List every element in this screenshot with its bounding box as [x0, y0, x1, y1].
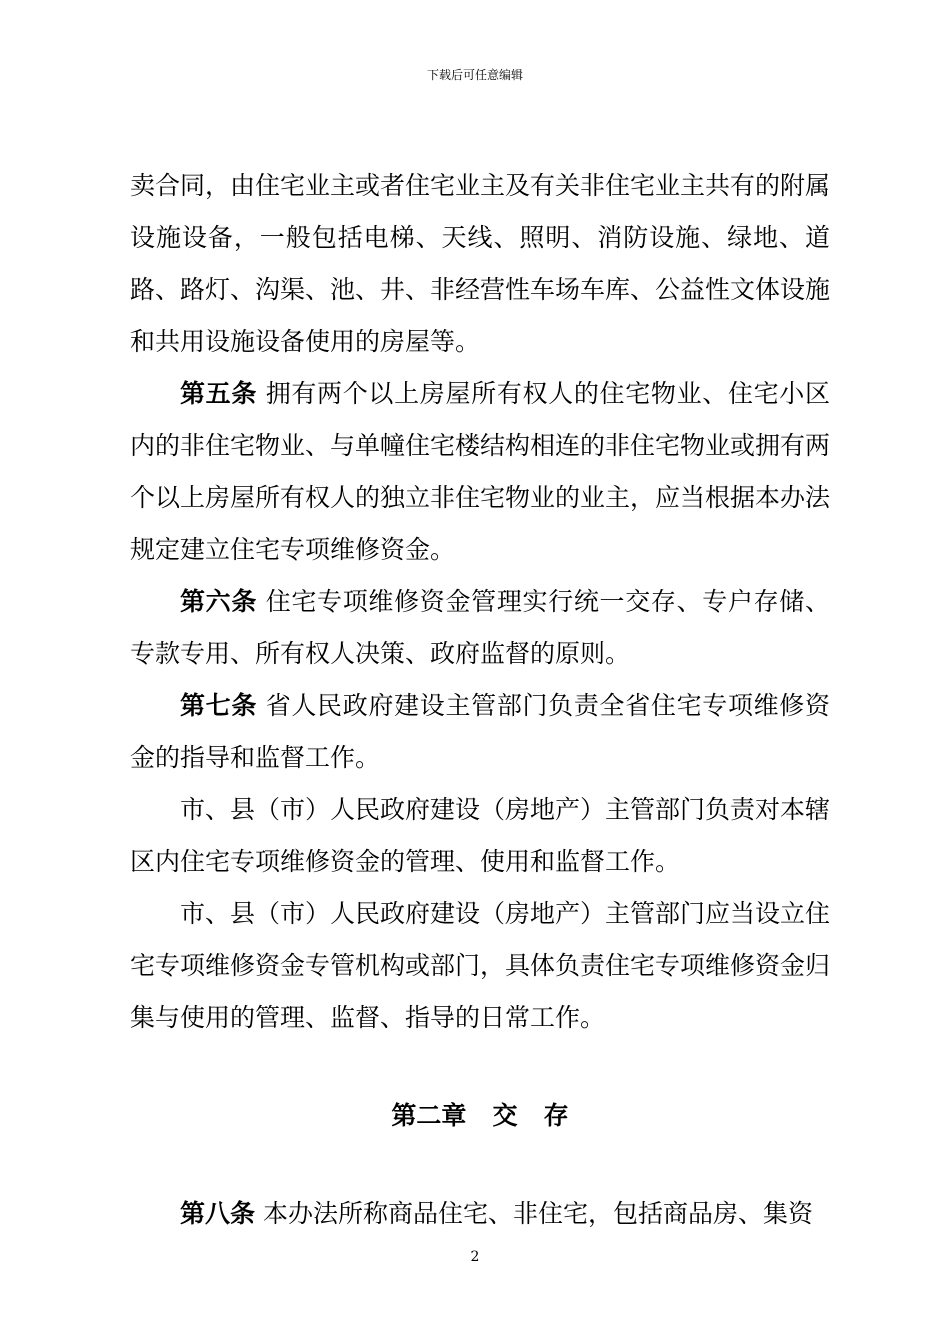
article-text: 省人民政府建设主管部门负责全省住宅专项维修资金的指导和监督工作。 — [130, 691, 830, 772]
article-text: 住宅专项维修资金管理实行统一交存、专户存储、专款专用、所有权人决策、政府监督的原则。 — [130, 587, 830, 668]
article-5-paragraph — [130, 368, 830, 576]
article-6-paragraph — [130, 576, 830, 680]
article-8-paragraph — [130, 1188, 830, 1240]
paragraph-continuation: 卖合同，由住宅业主或者住宅业主及有关非住宅业主共有的附属设施设备，一般包括电梯、天线、照明、消防设施、绿地、道路、路灯、沟渠、池、井、非经营性车场车库、公益性文体设施和共用设施设备使用的房屋等。 — [130, 171, 831, 356]
page-header: 下载后可任意编辑 — [426, 68, 523, 82]
article-text: 拥有两个以上房屋所有权人的住宅物业、住宅小区内的非住宅物业、与单幢住宅楼结构相连的非住宅物业或拥有两个以上房屋所有权人的独立非住宅物业的业主，应当根据本办法规定建立住宅专项维修资金。 — [130, 379, 831, 564]
article-number: 第八条 — [180, 1199, 256, 1228]
article-text: 本办法所称商品住宅、非住宅，包括商品房、集资 — [262, 1199, 813, 1228]
article-7-paragraph — [130, 680, 830, 784]
article-7-clause-3: 市、县（市）人民政府建设（房地产）主管部门应当设立住宅专项维修资金专管机构或部门，具体负责住宅专项维修资金归集与使用的管理、监督、指导的日常工作。 — [130, 899, 831, 1032]
page-number: 2 — [470, 1249, 480, 1265]
article-number: 第五条 — [180, 379, 258, 408]
article-number: 第六条 — [180, 587, 258, 616]
document-body — [130, 160, 830, 1240]
chapter-title: 第二章 交 存 — [391, 1101, 569, 1130]
article-number: 第七条 — [180, 691, 258, 720]
article-7-clause-2: 市、县（市）人民政府建设（房地产）主管部门负责对本辖区内住宅专项维修资金的管理、使用和监督工作。 — [130, 795, 831, 876]
